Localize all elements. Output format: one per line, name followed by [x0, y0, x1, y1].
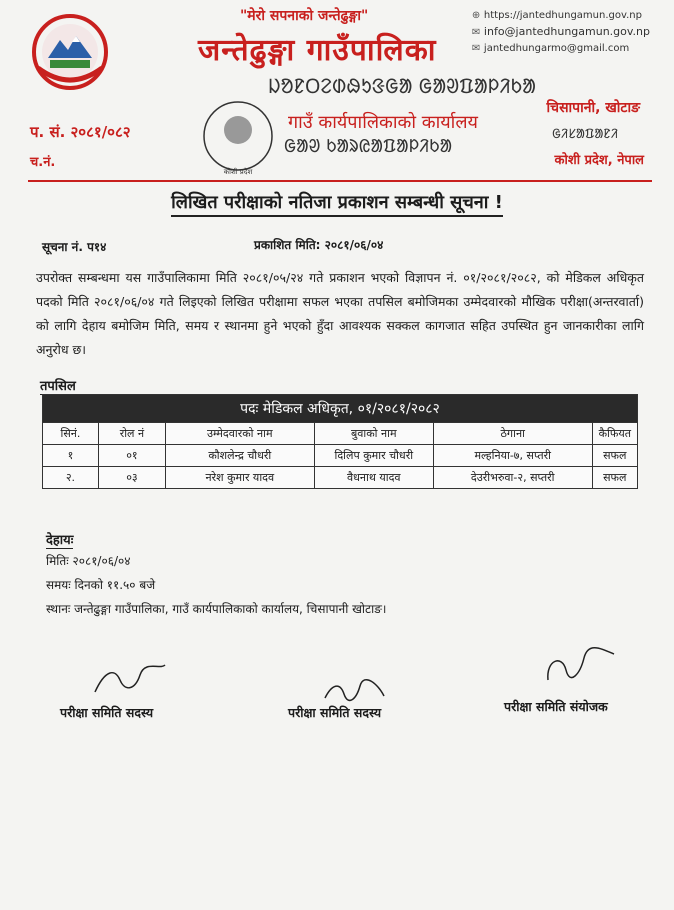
office-seal-stamp: [198, 96, 278, 186]
signature-label-3: परीक्षा समिति संयोजक: [504, 699, 608, 714]
notice-title: लिखित परीक्षाको नतिजा प्रकाशन सम्बन्धी सूचना !: [0, 190, 674, 214]
results-table: [42, 394, 638, 489]
email2-line[interactable]: ✉ jantedhungarmo@gmail.com: [472, 41, 650, 57]
svg-text:कोशी प्रदेश: कोशी प्रदेश: [223, 168, 253, 176]
interview-place: स्थानः जन्तेढुङ्गा गाउँपालिका, गाउँ कार्यपालिकाको कार्यालय, चिसापानी खोटाङ।: [46, 602, 387, 616]
globe-icon: ⊕: [471, 10, 481, 21]
col-candidate: उम्मेदवारको नाम: [165, 423, 314, 445]
motto: "मेरो सपनाको जन्तेढुङ्गा": [240, 8, 369, 24]
dispatch-number: च.नं.: [30, 155, 56, 170]
mail-icon: ✉: [471, 43, 481, 54]
signature-label-2: परीक्षा समिति सदस्य: [288, 705, 382, 720]
tapsil-heading: तपसिल: [40, 376, 76, 395]
col-roll: रोल नं: [98, 423, 165, 445]
interview-date: मितिः २०८१/०६/०४: [46, 554, 131, 568]
table-header-row: [43, 423, 638, 445]
office-name: गाउँ कार्यपालिकाको कार्यालय: [288, 112, 478, 133]
notice-body: उपरोक्त सम्बन्धमा यस गाउँपालिकामा मिति २०८१/०५/२४ गते प्रकाशन भएको विज्ञापन नं. ०१/२०८१/२०८२, को मेडिकल अधिकृत पदको मिति २०८१/०६/०४ गते लिइएको लिखित परीक्षामा सफल भएका तपसिल बमोजिमका उम्मेदवारको मौखिक परीक्षा(अन्तरवार्ता) को लागि देहाय बमोजिम मिति, समय र स्थानमा हुने भएको हुँदा आवश्यक सक्कल कागजात सहित उपस्थित हुन जानकारीका लागि अनुरोध छ।: [36, 270, 644, 357]
details-heading: देहायः: [46, 530, 73, 549]
col-father: बुवाको नाम: [314, 423, 433, 445]
table-row: २. ०३ नरेश कुमार यादव वैधनाथ यादव देउरीभरुवा-२, सप्तरी सफल: [43, 467, 638, 489]
col-address: ठेगाना: [433, 423, 592, 445]
signature-label-1: परीक्षा समिति सदस्य: [60, 705, 154, 720]
municipality-name-alt-script: ᱡᱚᱱᱛᱮᱰᱷᱩᱝᱜᱟ ᱜᱟᱣᱯᱟᱞᱤᱠᱟ: [268, 74, 536, 98]
table-post-header: पदः मेडिकल अधिकृत, ०१/२०८१/२०८२: [43, 395, 638, 423]
mail-icon: ✉: [471, 27, 481, 38]
signature-2: [320, 676, 390, 706]
office-name-alt-script: ᱜᱟᱣ ᱠᱟᱨᱭᱟᱯᱟᱞᱤᱠᱟ: [284, 136, 453, 157]
office-address-alt-script: ᱜᱤᱥᱟᱯᱟᱱᱤ: [552, 127, 618, 142]
signature-3: [540, 640, 620, 690]
municipality-name: जन्तेढुङ्गा गाउँपालिका: [198, 33, 437, 68]
nepal-emblem-logo: [30, 12, 110, 92]
signature-1: [90, 660, 170, 700]
interview-time: समयः दिनको ११.५० बजे: [46, 578, 156, 592]
col-remarks: कैफियत: [592, 423, 637, 445]
header-divider: [28, 180, 652, 182]
col-sn: सिनं.: [43, 423, 99, 445]
notice-number: सूचना नं. प१४: [42, 240, 107, 254]
province: कोशी प्रदेश, नेपाल: [554, 153, 644, 168]
office-address: चिसापानी, खोटाङ: [546, 100, 640, 116]
website-line[interactable]: ⊕ https://jantedhungamun.gov.np: [472, 8, 650, 24]
published-date: प्रकाशित मिति: २०८१/०६/०४: [254, 238, 384, 252]
reference-number: प. सं. २०८१/०८२: [30, 123, 131, 141]
table-row: १ ०१ कौशलेन्द्र चौधरी दिलिप कुमार चौधरी मल्हनिया-७, सप्तरी सफल: [43, 445, 638, 467]
contact-block: [472, 8, 650, 57]
email-line[interactable]: ✉ info@jantedhungamun.gov.np: [472, 24, 650, 41]
